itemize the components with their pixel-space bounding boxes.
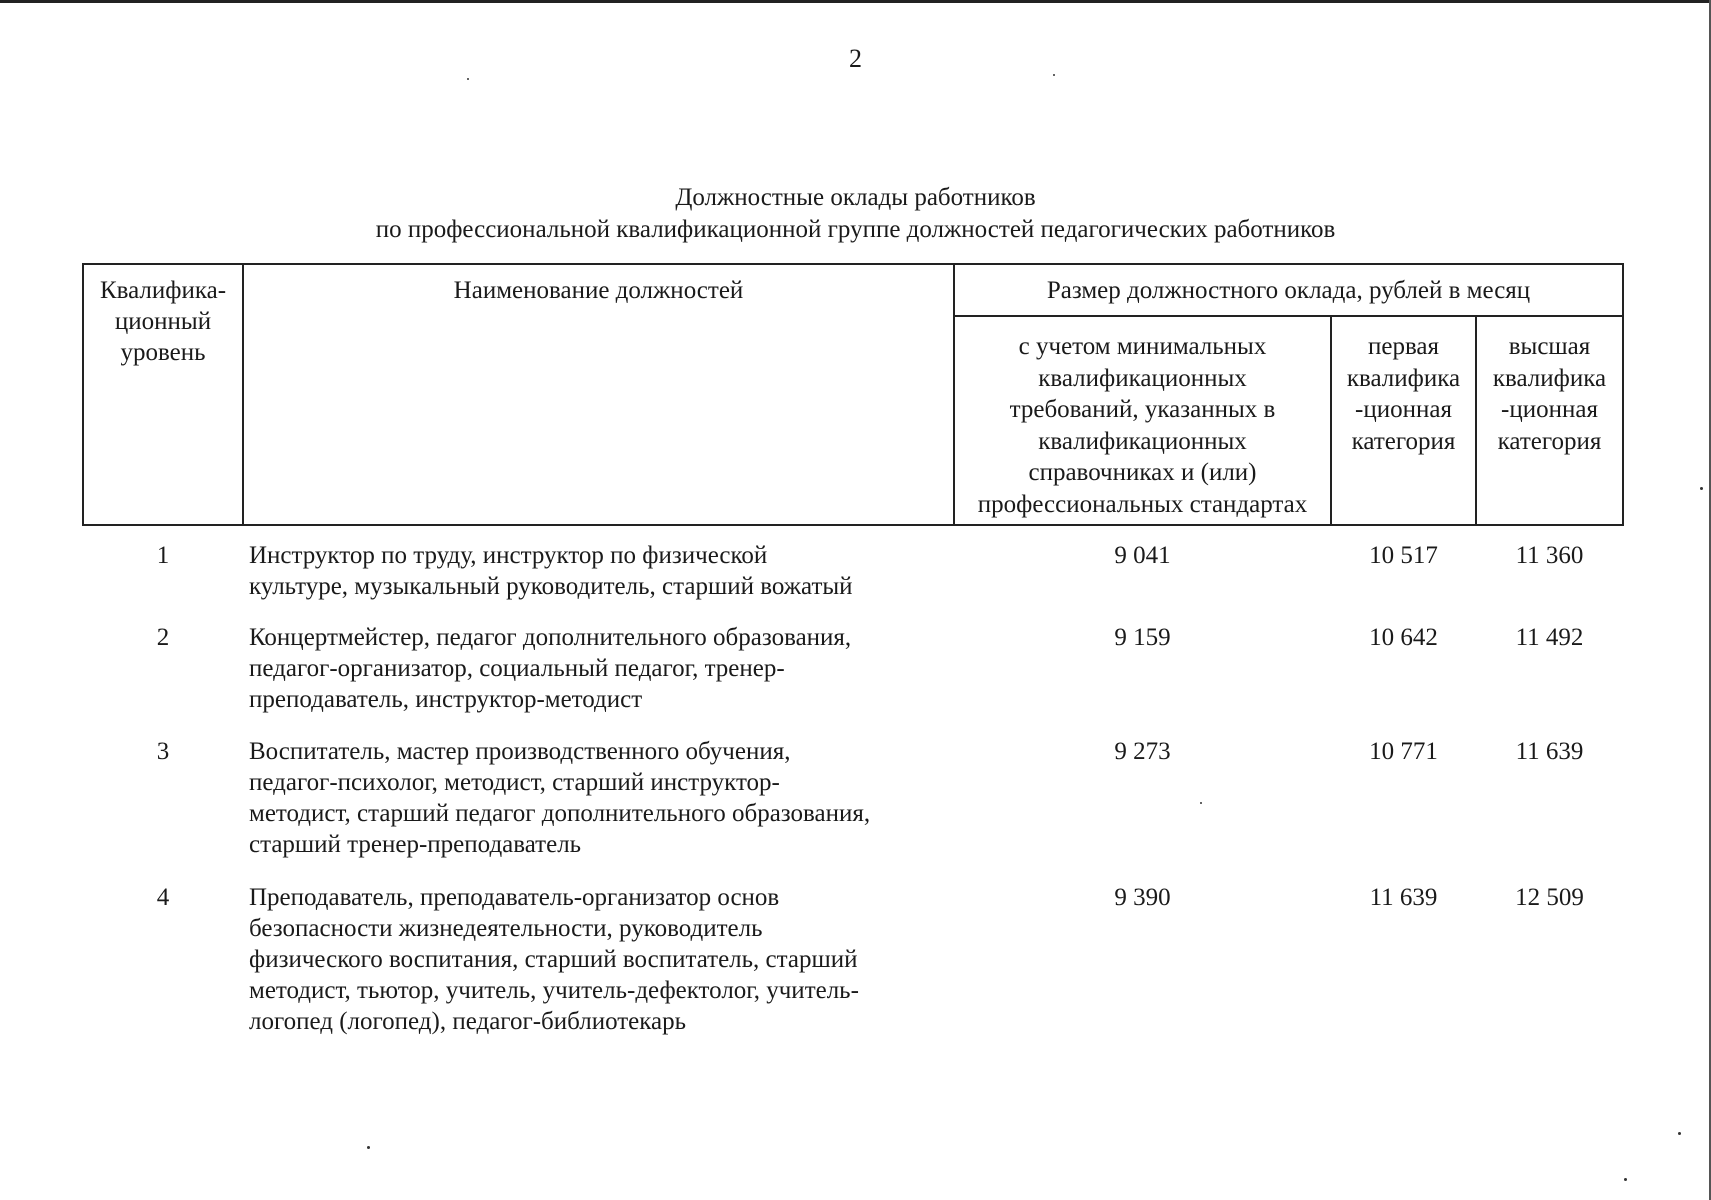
- header-qualification-level: [83, 264, 243, 525]
- header-line: квалифика: [1492, 364, 1607, 392]
- scan-speck: [1053, 74, 1055, 76]
- row-salary-highest: 12 509: [1515, 884, 1584, 911]
- row-salary-minimum: 9 041: [1114, 542, 1171, 569]
- row-position-names: [243, 525, 954, 608]
- row-salary-highest: 11 492: [1515, 624, 1584, 651]
- header-salary-minimum: [954, 316, 1331, 525]
- table-header: [83, 264, 1623, 525]
- header-salary-group: Размер должностного оклада, рублей в месяц: [954, 264, 1623, 316]
- row-level: 3: [156, 738, 170, 765]
- header-salary-highest-category: [1476, 316, 1623, 525]
- table-body: [83, 525, 1623, 1037]
- page-number: 2: [849, 44, 862, 73]
- row-level: 4: [156, 884, 170, 911]
- position-line: преподаватель, инструктор-методист: [249, 686, 643, 713]
- row-level: 2: [156, 624, 170, 651]
- position-line: безопасности жизнедеятельности, руководитель: [249, 915, 763, 942]
- header-line: -ционная: [1355, 396, 1452, 423]
- header-line: квалификационных: [1038, 364, 1247, 392]
- header-line: первая: [1367, 333, 1440, 360]
- position-line: логопед (логопед), педагог-библиотекарь: [249, 1008, 687, 1035]
- scan-speck: [1678, 1132, 1681, 1135]
- header-line: категория: [1497, 427, 1602, 455]
- header-line: категория: [1351, 427, 1456, 455]
- row-level: 1: [156, 542, 170, 569]
- row-position-names: [243, 722, 954, 868]
- row-position-names: [243, 868, 954, 1037]
- row-salary-first: 10 517: [1369, 542, 1438, 569]
- position-line: Воспитатель, мастер производственного обучения,: [249, 738, 791, 765]
- row-salary-minimum: 9 390: [1114, 884, 1171, 911]
- header-line: справочниках и (или): [1028, 459, 1257, 486]
- salary-table-container: [82, 263, 1622, 1037]
- table-row: [83, 868, 1623, 1037]
- header-salary-first-category: [1331, 316, 1476, 525]
- document-title: [0, 182, 1711, 246]
- table-row: [83, 608, 1623, 722]
- row-salary-minimum: 9 159: [1114, 624, 1171, 651]
- position-line: старший тренер-преподаватель: [249, 831, 582, 858]
- header-line: требований, указанных в: [1009, 396, 1276, 423]
- row-salary-first: 11 639: [1369, 884, 1438, 911]
- position-line: педагог-психолог, методист, старший инструктор-: [249, 769, 780, 796]
- salary-table: [82, 263, 1624, 1037]
- table-row: [83, 525, 1623, 608]
- position-line: методист, старший педагог дополнительного образования,: [249, 800, 871, 827]
- scan-speck: [1200, 802, 1202, 804]
- row-position-names: [243, 608, 954, 722]
- position-line: физического воспитания, старший воспитатель, старший: [249, 946, 858, 973]
- row-salary-first: 10 771: [1369, 738, 1438, 765]
- position-line: методист, тьютор, учитель, учитель-дефектолог, учитель-: [249, 977, 859, 1004]
- row-salary-highest: 11 639: [1515, 738, 1584, 765]
- position-line: Инструктор по труду, инструктор по физической: [249, 542, 768, 569]
- scan-speck: [1624, 1178, 1627, 1181]
- header-line: профессиональных стандартах: [977, 490, 1308, 518]
- header-line: -ционная: [1501, 396, 1598, 423]
- scan-speck: [367, 1146, 370, 1149]
- row-salary-highest: 11 360: [1515, 542, 1584, 569]
- title-line-2: по профессиональной квалификационной группе должностей педагогических работников: [375, 216, 1336, 243]
- row-salary-first: 10 642: [1369, 624, 1438, 651]
- header-line: квалификационных: [1038, 427, 1247, 455]
- header-position-names: Наименование должностей: [243, 264, 954, 525]
- header-level-line: Квалифика-: [99, 277, 227, 304]
- title-line-1: Должностные оклады работников: [675, 184, 1036, 211]
- header-level-line: уровень: [120, 339, 206, 366]
- header-line: с учетом минимальных: [1018, 333, 1267, 360]
- header-level-line: ционный: [114, 308, 212, 335]
- table-row: [83, 722, 1623, 868]
- row-salary-minimum: 9 273: [1114, 738, 1171, 765]
- position-line: Преподаватель, преподаватель-организатор основ: [249, 884, 780, 911]
- header-line: высшая: [1508, 333, 1591, 360]
- position-line: педагог-организатор, социальный педагог, тренер-: [249, 655, 785, 682]
- position-line: Концертмейстер, педагог дополнительного образования,: [249, 624, 852, 651]
- header-line: квалифика: [1346, 364, 1461, 392]
- top-border-line: [0, 0, 1711, 3]
- scan-speck: [467, 78, 469, 80]
- position-line: культуре, музыкальный руководитель, старший вожатый: [249, 573, 853, 600]
- scan-speck: [1700, 487, 1703, 490]
